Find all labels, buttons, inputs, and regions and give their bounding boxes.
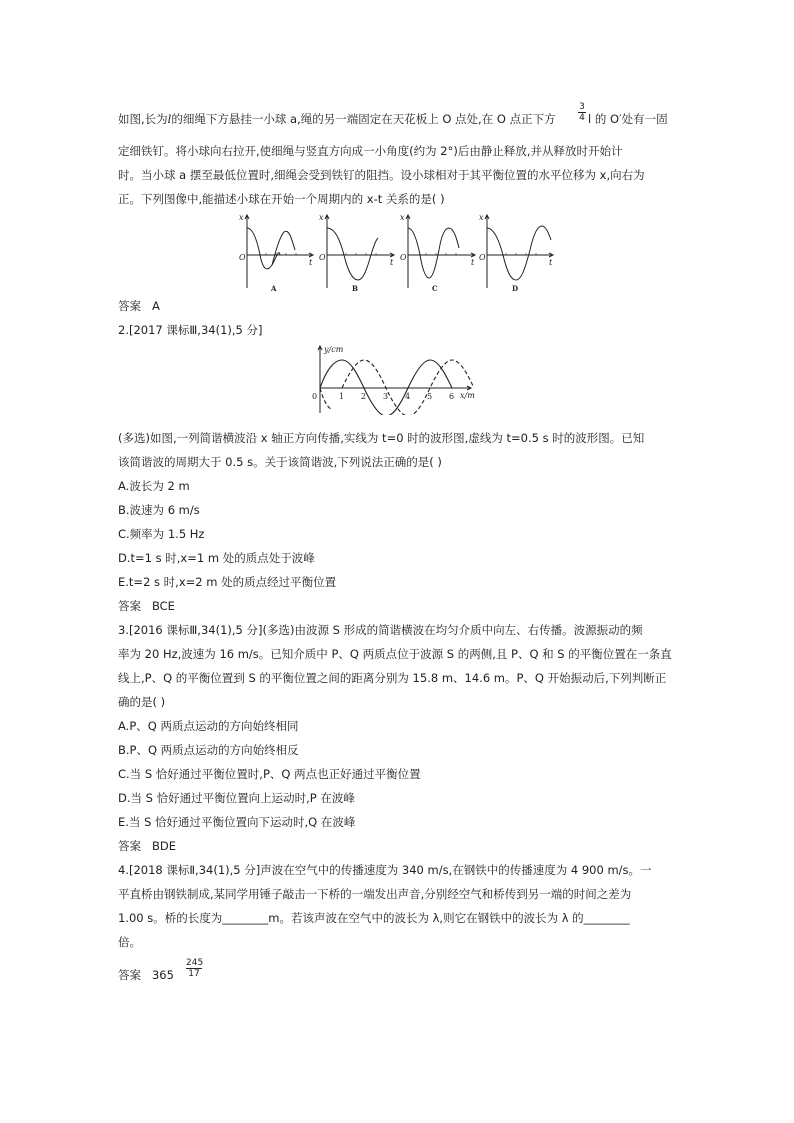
q3-option-d: D.当 S 恰好通过平衡位置向上运动时,P 在波峰 (118, 791, 355, 805)
graph-c (406, 215, 475, 288)
q3-option-a: A.P、Q 两质点运动的方向始终相同 (118, 719, 299, 733)
graph-a-origin: O (239, 253, 246, 262)
answer-value: BCE (151, 599, 175, 613)
q1-answer (118, 299, 160, 313)
graph-d-caption: D (512, 284, 519, 293)
graph-b (325, 215, 394, 288)
answer-label: 答案 (118, 968, 141, 982)
wave-xaxis-label: x/m (460, 391, 475, 400)
q4-line-1: 4.[2018 课标Ⅱ,34(1),5 分]声波在空气中的传播速度为 340 m/s,在钢铁中的传播速度为 4 900 m/s。一 (118, 863, 652, 877)
wave-tick: 5 (427, 392, 433, 401)
q1-line-1-end: l 的 O′处有一固 (588, 112, 668, 126)
q1-fraction-num: 3 (579, 102, 585, 112)
q4-line-3: 1.00 s。桥的长度为________m。若该声波在空气中的波长为 λ,则它在钢铁中的波长为 λ 的________ (118, 911, 630, 925)
q3-option-c: C.当 S 恰好通过平衡位置时,P、Q 两点也正好通过平衡位置 (118, 767, 421, 781)
wave-tick: 3 (383, 392, 389, 401)
graph-b-xaxis-label: t (390, 258, 394, 267)
wave-origin: 0 (312, 392, 318, 401)
q4-answer (118, 968, 174, 982)
answer-value-1: 365 (151, 968, 174, 982)
answer-label: 答案 (118, 599, 141, 613)
graph-b-caption: B (352, 284, 358, 293)
answer-label: 答案 (118, 299, 141, 313)
wave-tick: 2 (361, 392, 367, 401)
graph-b-curve (327, 228, 378, 280)
graph-c-caption: C (432, 284, 438, 293)
wave-yaxis-label: y/cm (324, 345, 344, 354)
q1-text: 的细绳下方悬挂一小球 a,绳的另一端固定在天花板上 O 点处,在 O 点正下方 (171, 112, 556, 126)
graph-c-curve (408, 228, 459, 278)
wave-tick: 4 (405, 392, 411, 401)
q2-wave-graph (310, 343, 485, 415)
q3-answer (118, 839, 176, 853)
q3-line-2: 率为 20 Hz,波速为 16 m/s。已知介质中 P、Q 两质点位于波源 S 的两侧,且 P、Q 和 S 的平衡位置在一条直 (118, 647, 672, 661)
q2-option-b: B.波速为 6 m/s (118, 503, 200, 517)
wave-tick: 1 (339, 392, 345, 401)
q1-fraction (578, 102, 586, 123)
graph-a-yaxis-label: x (239, 213, 244, 222)
graph-a-caption: A (271, 284, 277, 293)
answer-value: A (151, 299, 160, 313)
q4-answer-fraction (186, 958, 202, 979)
graph-b-yaxis-label: x (319, 213, 324, 222)
q3-option-e: E.当 S 恰好通过平衡位置向下运动时,Q 在波峰 (118, 815, 356, 829)
graph-d-yaxis-label: x (479, 213, 484, 222)
answer-value: BDE (151, 839, 176, 853)
graph-c-origin: O (400, 253, 407, 262)
q3-line-3: 线上,P、Q 的平衡位置到 S 的平衡位置之间的距离分别为 15.8 m、14.6 m。P、Q 开始振动后,下列判断正 (118, 671, 667, 685)
graph-a-xaxis-label: t (309, 258, 313, 267)
graph-d-curve (487, 226, 551, 280)
answer-fraction-num: 245 (186, 958, 204, 968)
q1-line-2: 定细铁钉。将小球向右拉开,使细绳与竖直方向成一小角度(约为 2°)后由静止释放,并从释放时开始计 (118, 144, 623, 158)
answer-fraction-den: 17 (186, 968, 202, 979)
q2-answer (118, 599, 175, 613)
graph-c-yaxis-label: x (400, 213, 405, 222)
q1-line-1 (118, 112, 556, 126)
graph-d (485, 215, 553, 288)
q1-line-3: 时。当小球 a 摆至最低位置时,细绳会受到铁钉的阻挡。设小球相对于其平衡位置的水平位移为 x,向右为 (118, 168, 645, 182)
q4-line-2: 平直桥由钢铁制成,某同学用锤子敲击一下桥的一端发出声音,分别经空气和桥传到另一端的时间之差为 (118, 887, 632, 901)
q3-option-b: B.P、Q 两质点运动的方向始终相反 (118, 743, 299, 757)
graph-d-origin: O (479, 253, 486, 262)
answer-label: 答案 (118, 839, 141, 853)
q2-line-1: (多选)如图,一列简谐横波沿 x 轴正方向传播,实线为 t=0 时的波形图,虚线为 t=0.5 s 时的波形图。已知 (118, 431, 645, 445)
q3-line-4: 确的是( ) (118, 695, 166, 709)
q2-option-c: C.频率为 1.5 Hz (118, 527, 205, 541)
q2-option-e: E.t=2 s 时,x=2 m 处的质点经过平衡位置 (118, 575, 337, 589)
graph-c-xaxis-label: t (471, 258, 475, 267)
q1-length-symbol: l (167, 112, 172, 126)
graph-a (245, 215, 313, 288)
q1-text: 如图,长为 (118, 112, 168, 126)
q2-line-2: 该简谐波的周期大于 0.5 s。关于该简谐波,下列说法正确的是( ) (118, 455, 442, 469)
q3-line-1: 3.[2016 课标Ⅲ,34(1),5 分](多选)由波源 S 形成的简谐横波在均匀介质中向左、右传播。波源振动的频 (118, 623, 643, 637)
q1-line-4: 正。下列图像中,能描述小球在开始一个周期内的 x-t 关系的是( ) (118, 192, 445, 206)
q2-option-a: A.波长为 2 m (118, 479, 190, 493)
graph-b-origin: O (319, 253, 326, 262)
wave-tick: 6 (449, 392, 455, 401)
q1-fraction-den: 4 (579, 113, 585, 123)
q2-header: 2.[2017 课标Ⅲ,34(1),5 分] (118, 323, 263, 337)
q1-graphs (236, 210, 556, 294)
q2-option-d: D.t=1 s 时,x=1 m 处的质点处于波峰 (118, 551, 315, 565)
graph-a-curve (247, 228, 280, 269)
q4-line-4: 倍。 (118, 935, 141, 949)
graph-d-xaxis-label: t (549, 258, 553, 267)
